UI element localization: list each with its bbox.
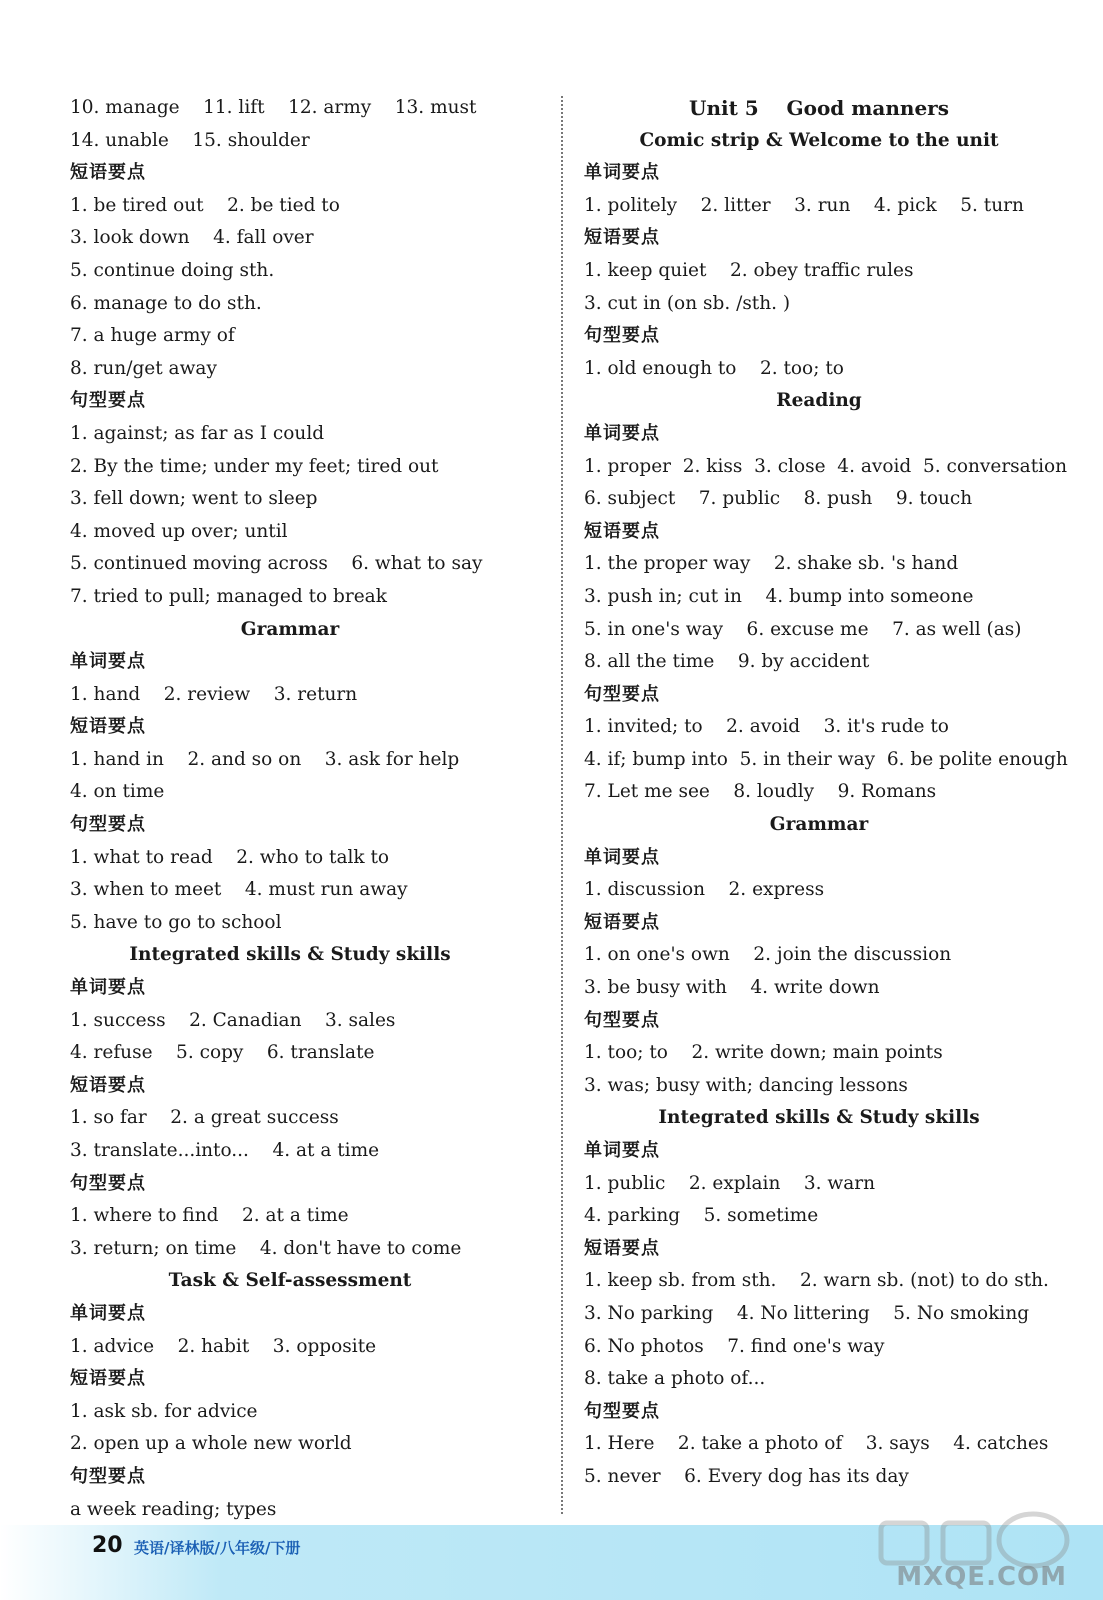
answer-line: 3. look down 4. fall over: [70, 227, 314, 249]
section-title: Comic strip & Welcome to the unit: [639, 129, 999, 151]
answer-line: 1. against; as far as I could: [70, 422, 325, 444]
section-label: 单词要点: [584, 846, 660, 868]
answer-line: 4. if; bump into 5. in their way 6. be polite enough: [584, 748, 1068, 770]
section-label: 单词要点: [584, 162, 660, 184]
answer-line: a week reading; types: [70, 1498, 277, 1520]
section-label: 短语要点: [584, 1237, 660, 1259]
answer-line: 4. refuse 5. copy 6. translate: [70, 1042, 375, 1064]
answer-line: 1. public 2. explain 3. warn: [584, 1172, 876, 1194]
answer-line: 3. fell down; went to sleep: [70, 488, 318, 510]
section-label: 句型要点: [584, 683, 660, 705]
section-title: Grammar: [769, 814, 869, 836]
answer-line: 1. the proper way 2. shake sb. 's hand: [584, 553, 959, 575]
answer-line: 1. be tired out 2. be tied to: [70, 194, 340, 216]
answer-line: 5. have to go to school: [70, 911, 282, 933]
left-column: [70, 92, 510, 1526]
answer-line: 5. never 6. Every dog has its day: [584, 1465, 909, 1487]
answer-line: 1. old enough to 2. too; to: [584, 357, 844, 379]
answer-line: 1. discussion 2. express: [584, 879, 825, 901]
section-label: 短语要点: [70, 162, 146, 184]
section-label: 短语要点: [584, 911, 660, 933]
answer-line: 2. By the time; under my feet; tired out: [70, 455, 439, 477]
answer-line: 1. politely 2. litter 3. run 4. pick 5. turn: [584, 194, 1024, 216]
answer-line: 7. Let me see 8. loudly 9. Romans: [584, 781, 937, 803]
section-label: 单词要点: [584, 1140, 660, 1161]
answer-line: 3. when to meet 4. must run away: [70, 879, 408, 901]
section-label: 单词要点: [70, 1302, 146, 1324]
section-title: Reading: [776, 390, 862, 412]
answer-line: 3. push in; cut in 4. bump into someone: [584, 585, 974, 607]
answer-line: 10. manage 11. lift 12. army 13. must: [70, 97, 477, 118]
answer-line: 1. success 2. Canadian 3. sales: [70, 1009, 396, 1031]
answer-line: 6. subject 7. public 8. push 9. touch: [584, 488, 973, 510]
answer-line: 14. unable 15. shoulder: [70, 129, 310, 151]
answer-line: 8. take a photo of...: [584, 1368, 766, 1390]
answer-line: 3. be busy with 4. write down: [584, 977, 880, 999]
answer-line: 1. hand 2. review 3. return: [70, 683, 358, 705]
unit-title: Unit 5 Good manners: [689, 96, 949, 120]
book-info: 英语/译林版/八年级/下册: [134, 1539, 301, 1557]
answer-line: 7. tried to pull; managed to break: [70, 585, 387, 607]
answer-line: 4. on time: [70, 781, 165, 803]
answer-line: 1. so far 2. a great success: [70, 1107, 339, 1129]
section-label: 句型要点: [70, 1172, 146, 1194]
section-title: Grammar: [240, 618, 340, 640]
section-label: 短语要点: [70, 716, 146, 738]
answer-line: 7. a huge army of: [70, 325, 235, 347]
answer-line: 1. keep sb. from sth. 2. warn sb. (not) to do sth.: [584, 1270, 1049, 1292]
section-label: 句型要点: [584, 1009, 660, 1031]
section-label: 短语要点: [584, 227, 660, 249]
answer-line: 5. continue doing sth.: [70, 259, 275, 281]
section-title: Integrated skills & Study skills: [658, 1107, 980, 1129]
answer-line: 4. parking 5. sometime: [584, 1205, 819, 1227]
section-label: 短语要点: [584, 520, 660, 542]
answer-line: 1. Here 2. take a photo of 3. says 4. catches: [584, 1433, 1049, 1455]
answer-line: 1. ask sb. for advice: [70, 1400, 258, 1422]
answer-line: 3. No parking 4. No littering 5. No smoking: [584, 1302, 1030, 1324]
answer-line: 6. manage to do sth.: [70, 292, 262, 314]
page-number: 20: [92, 1533, 123, 1558]
section-label: 短语要点: [70, 1368, 146, 1390]
answer-line: 3. was; busy with; dancing lessons: [584, 1074, 908, 1096]
section-label: 句型要点: [70, 1465, 146, 1487]
answer-line: 5. continued moving across 6. what to say: [70, 553, 483, 575]
section-label: 句型要点: [70, 390, 146, 412]
column-divider: [561, 96, 563, 1514]
section-label: 句型要点: [584, 1400, 660, 1422]
answer-line: 6. No photos 7. find one's way: [584, 1335, 885, 1357]
answer-line: 4. moved up over; until: [70, 520, 288, 542]
section-title: Task & Self-assessment: [168, 1270, 412, 1292]
section-label: 单词要点: [584, 422, 660, 444]
answer-line: 1. where to find 2. at a time: [70, 1205, 349, 1227]
answer-line: 3. translate...into... 4. at a time: [70, 1140, 380, 1161]
answer-line: 8. all the time 9. by accident: [584, 651, 870, 673]
section-label: 句型要点: [584, 325, 660, 347]
right-column: [584, 92, 1068, 1494]
section-label: 句型要点: [70, 814, 146, 836]
answer-line: 3. cut in (on sb. /sth. ): [584, 292, 791, 314]
answer-line: 1. what to read 2. who to talk to: [70, 846, 390, 868]
answer-line: 3. return; on time 4. don't have to come: [70, 1237, 462, 1259]
answer-line: 5. in one's way 6. excuse me 7. as well (as): [584, 618, 1022, 640]
watermark-text: MXQE.COM: [896, 1562, 1067, 1592]
section-label: 单词要点: [70, 977, 146, 999]
answer-line: 1. invited; to 2. avoid 3. it's rude to: [584, 716, 949, 738]
answer-line: 1. keep quiet 2. obey traffic rules: [584, 259, 914, 281]
section-label: 单词要点: [70, 651, 146, 673]
section-title: Integrated skills & Study skills: [129, 944, 451, 966]
answer-line: 1. proper 2. kiss 3. close 4. avoid 5. conversation: [584, 455, 1068, 477]
answer-line: 1. advice 2. habit 3. opposite: [70, 1335, 377, 1357]
answer-line: 1. too; to 2. write down; main points: [584, 1042, 943, 1064]
section-label: 短语要点: [70, 1074, 146, 1096]
answer-line: 8. run/get away: [70, 357, 217, 379]
answer-line: 1. on one's own 2. join the discussion: [584, 944, 952, 966]
answer-line: 1. hand in 2. and so on 3. ask for help: [70, 748, 460, 770]
answer-line: 2. open up a whole new world: [70, 1433, 352, 1455]
